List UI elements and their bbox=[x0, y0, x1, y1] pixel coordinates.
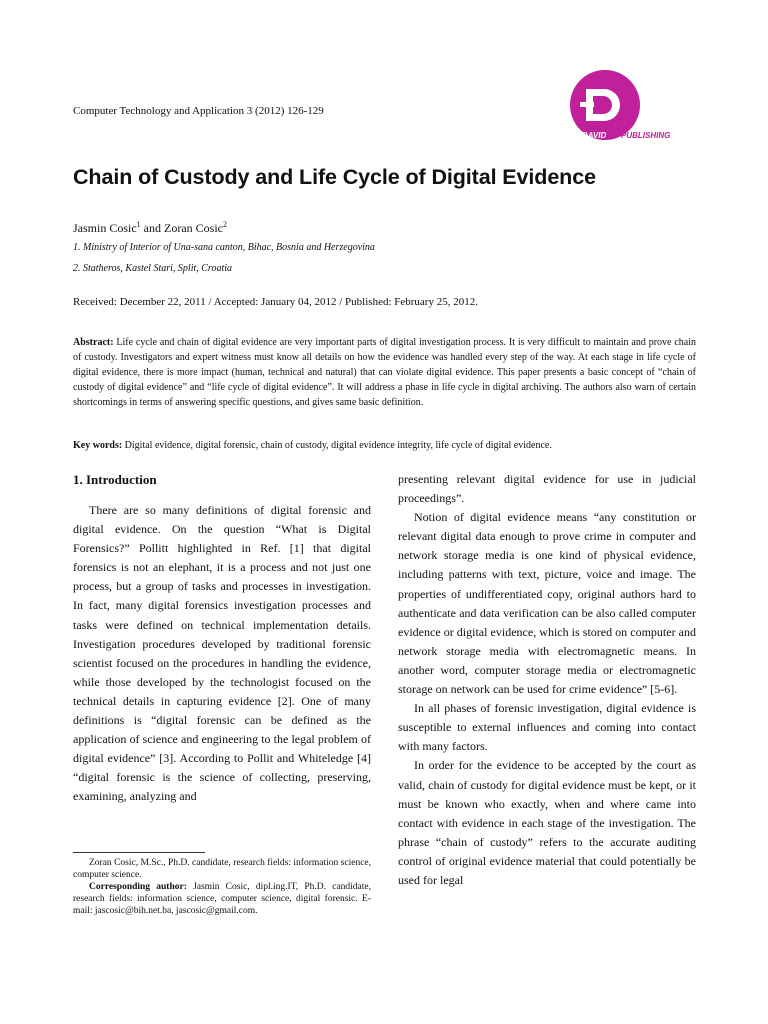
keywords-label: Key words: bbox=[73, 440, 123, 451]
abstract bbox=[73, 335, 696, 410]
author-line bbox=[73, 220, 227, 236]
footnote-author-info: Zoran Cosic, M.Sc., Ph.D. candidate, research fields: information science, computer science. bbox=[73, 858, 371, 880]
publication-dates: Received: December 22, 2011 / Accepted: January 04, 2012 / Published: February 25, 2012. bbox=[73, 296, 478, 308]
abstract-label: Abstract: bbox=[73, 337, 114, 348]
body-column-left bbox=[73, 501, 371, 807]
author-2: Zoran Cosic bbox=[164, 221, 223, 235]
paragraph: Notion of digital evidence means “any constitution or relevant digital data enough to prove crime in computer and network storage media is one kind of physical evidence, including patterns with text, picture, voice and image. The properties of undifferentiated copy, original authors hard to authenticate and data verification can be also called computer evidence or digital evidence, which is stored on computer and network storage media with electromagnetic means. In another word, computer storage media or electromagnetic storage on network can be used for crime evidence” [5-6]. bbox=[398, 510, 696, 697]
corresponding-text: Jasmin Cosic, dipl.ing.IT, Ph.D. candidate, research fields: information science, computer science, digital forensic. E-mail: jascosic@bih.net.ba, jascosic@gmail.com. bbox=[73, 882, 372, 916]
author-2-affil: 2 bbox=[223, 220, 227, 229]
abstract-text: Life cycle and chain of digital evidence are very important parts of digital investigation process. It is very difficult to maintain and prove chain of custody. Investigators and expert witness must know all details on how the evidence was handled every step of the way. At each stage in life cycle of digital evidence, there is more impact (human, technical and natural) that can violate digital evidence. This paper presents a basic concept of “chain of custody of digital evidence” and “life cycle of digital evidence”. It will address a phase in life cycle in digital archiving. The authors also warn of certain shortcomings in terms of answering specific questions, and gives same basic definition. bbox=[73, 337, 696, 408]
paragraph: presenting relevant digital evidence for use in judicial proceedings”. bbox=[398, 472, 696, 506]
footnote bbox=[73, 857, 371, 917]
publisher-logo bbox=[560, 68, 700, 148]
author-and: and bbox=[140, 221, 164, 235]
logo-text-david: DAVID bbox=[582, 131, 607, 140]
affiliation-2: 2. Statheros, Kastel Stari, Split, Croatia bbox=[73, 263, 232, 274]
author-1: Jasmin Cosic bbox=[73, 221, 137, 235]
keywords bbox=[73, 440, 696, 451]
paragraph: In all phases of forensic investigation, digital evidence is susceptible to external influences and coming into contact with many factors. bbox=[398, 701, 696, 754]
paragraph: There are so many definitions of digital forensic and digital evidence. On the question “What is Digital Forensics?” Pollitt highlighted in Ref. [1] that digital forensics is not an elephant, it is a process and not just one process, but a group of tasks and processes in investigation. In fact, many digital forensics investigation processes and tasks were defined on technical implementation details. Investigation procedures developed by traditional forensic scientist focused on the procedures in handling the evidence, while those developed by the technologist focused on the technical details in capturing evidence [2]. One of many definitions is “digital forensic can be defined as the application of science and engineering to the legal problem of digital evidence” [3]. According to Pollit and Whiteledge [4] “digital forensic is the science of collecting, preserving, examining, analyzing and bbox=[73, 503, 371, 804]
corresponding-label: Corresponding author: bbox=[89, 882, 187, 892]
david-publishing-logo-icon bbox=[560, 68, 700, 148]
journal-citation: Computer Technology and Application 3 (2012) 126-129 bbox=[73, 105, 324, 117]
author-1-affil: 1 bbox=[136, 220, 141, 229]
footnote-corresponding bbox=[73, 881, 371, 917]
keywords-text: Digital evidence, digital forensic, chain of custody, digital evidence integrity, life cycle of digital evidence. bbox=[122, 440, 552, 451]
paragraph: In order for the evidence to be accepted by the court as valid, chain of custody for digital evidence must be kept, or it must be known who exactly, when and where came into contact with evidence in each stage of the investigation. The phrase “chain of custody” refers to the accurate auditing control of original evidence material that could potentially be used for legal bbox=[398, 758, 696, 887]
body-column-right bbox=[398, 470, 696, 890]
logo-text-publishing: PUBLISHING bbox=[621, 131, 671, 140]
paper-title: Chain of Custody and Life Cycle of Digital Evidence bbox=[73, 165, 596, 189]
section-heading: 1. Introduction bbox=[73, 472, 157, 487]
footnote-divider bbox=[73, 852, 205, 853]
affiliation-1: 1. Ministry of Interior of Una-sana canton, Bihac, Bosnia and Herzegovina bbox=[73, 242, 375, 253]
